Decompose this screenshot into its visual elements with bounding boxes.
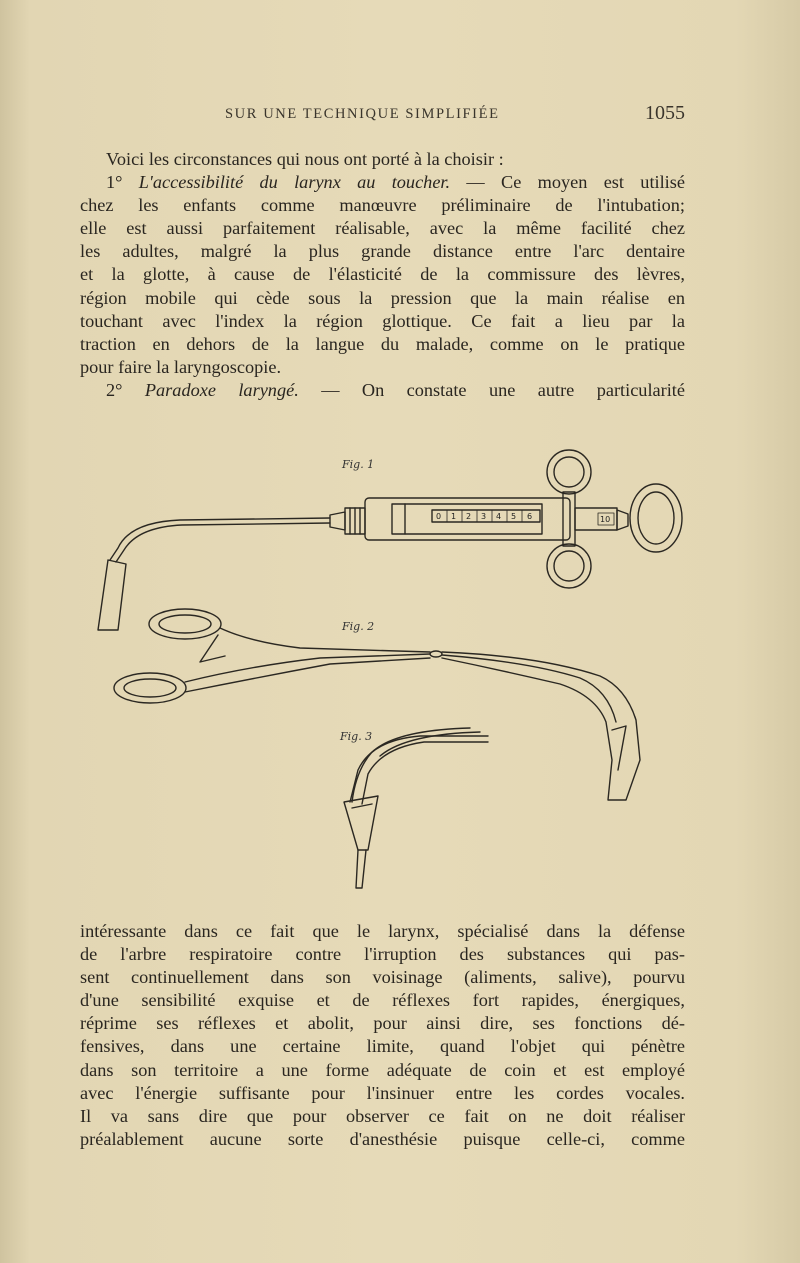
cannula-lower-edge — [116, 523, 330, 562]
fig-1-label: Fig. 1 — [342, 458, 375, 471]
body-line: intéressante dans ce fait que le larynx, spécialisé dans la défense — [80, 921, 685, 941]
body-line: Il va sans dire que pour observer ce fait on ne doit réaliser — [80, 1105, 685, 1126]
plunger-mark: 10 — [600, 515, 611, 524]
section-1-line: région mobile qui cède sous la pression que la main réalise en — [80, 287, 685, 308]
section-1-number: 1° — [106, 172, 123, 193]
cannula-tip — [98, 560, 126, 630]
syringe-nozzle — [330, 512, 345, 530]
surgical-instruments-drawing — [0, 430, 800, 900]
paragraph-intro: Voici les circonstances qui nous ont porté à la choisir : — [106, 149, 504, 169]
section-1-line: chez les enfants comme manœuvre préliminaire de l'intubation; — [80, 195, 685, 216]
figures-illustration — [0, 430, 800, 900]
section-1-line: pour faire la laryngoscopie. — [80, 356, 282, 377]
fig-2-label: Fig. 2 — [342, 620, 375, 633]
section-1-line: elle est aussi parfaitement réalisable, avec la même facilité chez — [80, 218, 685, 239]
body-line: de l'arbre respiratoire contre l'irruption des substances qui pas- — [80, 944, 685, 965]
body-line: avec l'énergie suffisante pour l'insinuer entre les cordes vocales. — [80, 1082, 685, 1103]
scale-digit: 1 — [451, 512, 457, 521]
scale-digit: 6 — [527, 512, 533, 521]
forceps-lower-ring — [114, 673, 186, 703]
syringe-plunger — [575, 508, 617, 530]
section-1-line: touchant avec l'index la région glottique. Ce fait a lieu par la — [80, 310, 685, 331]
scale-digit: 2 — [466, 512, 472, 521]
section-1-line: et la glotte, à cause de l'élasticité de la commissure des lèvres, — [80, 264, 685, 285]
section-1-line-0: — Ce moyen est utilisé — [450, 172, 685, 193]
page-header — [80, 104, 685, 130]
section-2-rest: — On constate une autre particularité — [298, 379, 686, 400]
body-line: sent continuellement dans son voisinage (aliments, salive), pourvu — [80, 967, 685, 988]
plunger-neck — [617, 510, 628, 530]
scale-digit: 4 — [496, 512, 502, 521]
page-number: 1055 — [645, 102, 685, 124]
running-title: SUR UNE TECHNIQUE SIMPLIFIÉE — [225, 106, 500, 122]
top-text-block — [80, 148, 685, 402]
body-line: d'une sensibilité exquise et de réflexes fort rapides, énergiques, — [80, 990, 685, 1011]
fig-3-label: Fig. 3 — [340, 730, 373, 743]
body-line: réprime ses réflexes et abolit, pour ainsi dire, ses fonctions dé- — [80, 1013, 685, 1034]
scale-digit: 5 — [511, 512, 517, 521]
scale-digit: 0 — [436, 512, 442, 521]
scale-digit: 3 — [481, 512, 487, 521]
forceps-pivot — [430, 651, 442, 657]
body-line: dans son territoire a une forme adéquate de coin et est employé — [80, 1059, 685, 1080]
section-2-first-line — [80, 379, 685, 402]
forceps-upper-arm — [220, 628, 430, 652]
section-1-first-line — [80, 171, 685, 194]
bottom-text-block — [80, 920, 685, 1151]
section-1-title: L'accessibilité du larynx au toucher. — [138, 172, 451, 193]
section-1-line: les adultes, malgré la plus grande distance entre l'arc dentaire — [80, 241, 685, 262]
body-line: fensives, dans une certaine limite, quand l'objet qui pénètre — [80, 1036, 685, 1057]
section-2-number: 2° — [106, 379, 123, 400]
forceps-blade-1 — [442, 652, 640, 800]
section-2-title: Paradoxe laryngé. — [144, 379, 299, 400]
section-1-line: traction en dehors de la langue du malade, comme on le pratique — [80, 333, 685, 354]
tube-point — [356, 850, 366, 888]
tube-wedge-tip — [344, 796, 378, 850]
body-line: préalablement aucune sorte d'anesthésie puisque celle-ci, comme — [80, 1128, 685, 1149]
forceps-upper-ring — [149, 609, 221, 639]
